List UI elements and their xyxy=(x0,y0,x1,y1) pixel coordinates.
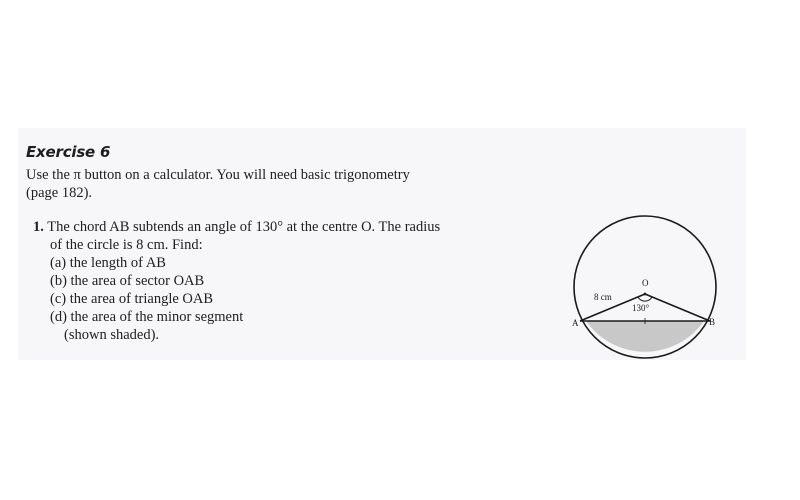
label-a: A xyxy=(572,318,579,328)
shaded-minor-segment xyxy=(586,321,704,352)
question-part-a: (a) the length of AB xyxy=(50,255,166,271)
exercise-heading: Exercise 6 xyxy=(26,143,111,161)
question-text: The chord AB subtends an angle of 130° at the centre O. The radius xyxy=(47,219,441,235)
question-line xyxy=(33,218,543,236)
question-number: 1. xyxy=(33,219,44,235)
angle-label: 130° xyxy=(632,303,650,313)
exercise-intro xyxy=(26,166,546,202)
circle-diagram xyxy=(565,215,725,365)
centre-point xyxy=(644,293,647,296)
intro-line: Use the π button on a calculator. You will need basic trigonometry xyxy=(26,167,410,183)
question-part-b: (b) the area of sector OAB xyxy=(50,273,205,289)
label-b: B xyxy=(709,317,716,327)
question-part-c: (c) the area of triangle OAB xyxy=(50,291,214,307)
intro-line: (page 182). xyxy=(26,185,93,201)
radius-ob xyxy=(645,294,710,321)
question-part-d: (d) the area of the minor segment xyxy=(50,309,244,325)
question-1 xyxy=(33,218,543,344)
radius-label: 8 cm xyxy=(594,292,612,302)
label-o: O xyxy=(642,278,649,288)
question-part-d-continued: (shown shaded). xyxy=(64,327,160,343)
angle-arc xyxy=(638,297,652,301)
question-line: of the circle is 8 cm. Find: xyxy=(50,237,203,253)
